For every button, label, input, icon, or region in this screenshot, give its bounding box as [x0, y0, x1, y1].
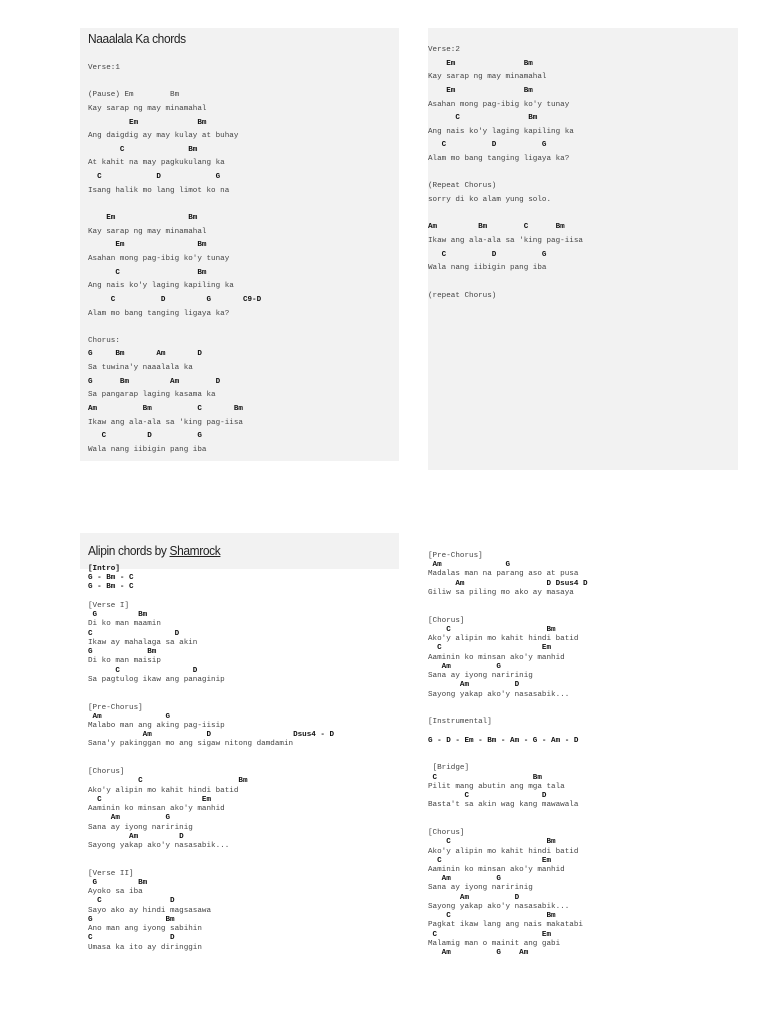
lyric-line: Ako'y alipin mo kahit hindi batid	[88, 786, 239, 795]
lyric-line: Basta't sa akin wag kang mawawala	[428, 801, 579, 810]
lyric-line	[428, 811, 588, 820]
lyric-line	[428, 598, 588, 607]
lyric-line: Aaminin ko minsan ako'y manhid	[428, 653, 565, 662]
lyric-line: [Instrumental]	[428, 718, 492, 727]
chord-line: C Em	[428, 644, 552, 653]
chord-line: Em Bm	[428, 86, 533, 95]
lyric-line: Sa pagtulog ikaw ang panaginip	[88, 675, 225, 684]
chord-line: G Bm Am D	[88, 350, 202, 359]
chord-line: C Bm	[88, 777, 248, 786]
chord-line: C D G	[428, 250, 547, 259]
chord-line: Am D	[88, 832, 184, 841]
lyric-line: (Pause) Em Bm	[88, 91, 180, 100]
lyric-line: Verse:1	[88, 64, 120, 72]
chord-line: Em Bm	[428, 59, 533, 68]
song1-left-chord-sheet	[88, 62, 261, 458]
chord-line: C D G	[428, 141, 547, 150]
lyric-line: [Verse II]	[88, 869, 134, 878]
lyric-line: Alam mo bang tanging ligaya ka?	[428, 155, 570, 164]
lyric-line	[88, 861, 334, 870]
chord-line: C Em	[428, 856, 552, 865]
lyric-line: Umasa ka ito ay diringgin	[88, 943, 202, 952]
chord-line: Em Bm	[88, 214, 198, 223]
chord-line: G Bm	[88, 878, 148, 887]
lyric-line	[428, 167, 583, 181]
lyric-line: [Chorus]	[428, 829, 465, 838]
lyric-line: Malamig man o mainit ang gabi	[428, 939, 561, 948]
lyric-line: Sayong yakap ako'y nasasabik...	[428, 690, 570, 699]
lyric-line: Wala nang iibigin pang iba	[428, 264, 547, 273]
lyric-line	[428, 276, 583, 290]
song2-right-chord-sheet	[428, 552, 588, 958]
lyric-line: Ikaw ay mahalaga sa akin	[88, 638, 198, 647]
lyric-line: Asahan mong pag-ibig ko'y tunay	[88, 254, 230, 263]
lyric-line	[428, 208, 583, 222]
chord-line: Am Bm C Bm	[88, 405, 243, 414]
lyric-line: [Pre-Chorus]	[88, 703, 143, 712]
lyric-line: Ikaw ang ala-ala sa 'king pag-iisa	[88, 418, 243, 427]
lyric-line: Ako'y alipin mo kahit hindi batid	[428, 847, 579, 856]
lyric-line: sorry di ko alam yung solo.	[428, 196, 552, 205]
chord-line: C Bm	[88, 268, 207, 277]
chord-line: Am G Am	[428, 949, 529, 958]
lyric-line: Pagkat ikaw lang ang nais makatabi	[428, 921, 583, 930]
chord-line: Em Bm	[88, 118, 207, 127]
lyric-line	[88, 198, 261, 212]
chord-line: Em Bm	[88, 241, 207, 250]
lyric-line: Kay sarap ng may minamahal	[88, 227, 207, 236]
lyric-line: Sana'y pakinggan mo ang sigaw nitong damdamin	[88, 740, 294, 749]
lyric-line	[428, 820, 588, 829]
lyric-line: [Pre-Chorus]	[428, 552, 483, 560]
chord-line: C D G C9-D	[88, 295, 262, 304]
lyric-line: Wala nang iibigin pang iba	[88, 445, 207, 454]
lyric-line: Sayo ako ay hindi magsasawa	[88, 906, 212, 915]
lyric-line	[88, 76, 261, 90]
chord-line: Am G	[428, 662, 501, 671]
chord-line: Am G	[88, 712, 171, 721]
chord-line: G - D - Em - Bm - Am - G - Am - D	[428, 736, 579, 745]
lyric-line: Ikaw ang ala-ala sa 'king pag-iisa	[428, 236, 583, 245]
chord-line: G Bm	[88, 648, 157, 657]
lyric-line: Di ko man maisip	[88, 657, 161, 666]
chord-line: C D	[88, 934, 175, 943]
chord-line: G Bm Am D	[88, 377, 221, 386]
lyric-line: Di ko man maamin	[88, 620, 161, 629]
lyric-line: Aaminin ko minsan ako'y manhid	[428, 865, 565, 874]
chord-line: Am G	[428, 875, 501, 884]
lyric-line: Sa pangarap laging kasama ka	[88, 391, 216, 400]
lyric-line: Madalas man na parang aso at pusa	[428, 570, 579, 579]
chord-line: C D	[88, 897, 175, 906]
lyric-line: Ang daigdig ay may kulay at buhay	[88, 132, 239, 141]
lyric-line: Sana ay iyong naririnig	[428, 884, 533, 893]
song2-title-prefix: Alipin chords by	[88, 543, 170, 558]
lyric-line: Kay sarap ng may minamahal	[88, 104, 207, 113]
lyric-line: Ano man ang iyong sabihin	[88, 925, 202, 934]
lyric-line: Malabo man ang aking pag-iisip	[88, 721, 225, 730]
lyric-line	[88, 685, 334, 694]
chord-line: [Intro]	[88, 565, 120, 573]
lyric-line	[428, 746, 588, 755]
chord-line: Am D	[428, 893, 520, 902]
chord-line: C Bm	[428, 773, 542, 782]
chord-line: G - Bm - C	[88, 583, 134, 592]
lyric-line: Aaminin ko minsan ako'y manhid	[88, 805, 225, 814]
lyric-line	[88, 321, 261, 335]
chord-line: C Bm	[428, 114, 538, 123]
chord-line: Am G	[428, 561, 511, 570]
chord-line: C Em	[88, 795, 212, 804]
song1-title: Naaalala Ka chords	[88, 31, 186, 46]
lyric-line: Chorus:	[88, 336, 120, 345]
chord-line: C Bm	[428, 625, 556, 634]
lyric-line	[428, 700, 588, 709]
lyric-line: Giliw sa piling mo ako ay masaya	[428, 588, 574, 597]
lyric-line: Ako'y alipin mo kahit hindi batid	[428, 635, 579, 644]
chord-line: Am D Dsus4 - D	[88, 731, 335, 740]
chord-line: C Em	[428, 930, 552, 939]
chord-line: C D G	[88, 173, 221, 182]
chord-line: G - Bm - C	[88, 574, 134, 583]
lyric-line	[88, 750, 334, 759]
lyric-line: Sayong yakap ako'y nasasabik...	[428, 902, 570, 911]
lyric-line: Verse:2	[428, 46, 460, 54]
lyric-line: Kay sarap ng may minamahal	[428, 73, 547, 82]
lyric-line: [Chorus]	[88, 768, 125, 777]
lyric-line: Sayong yakap ako'y nasasabik...	[88, 842, 230, 851]
song2-title	[88, 543, 220, 558]
chord-line: C D	[88, 629, 180, 638]
lyric-line: At kahit na may pagkukulang ka	[88, 159, 225, 168]
chord-line: Am G	[88, 814, 171, 823]
chord-line: C Bm	[88, 145, 198, 154]
lyric-line: Ang nais ko'y laging kapiling ka	[88, 282, 234, 291]
lyric-line	[428, 709, 588, 718]
chord-line: Am Bm C Bm	[428, 223, 565, 232]
chord-line: C D	[428, 792, 547, 801]
lyric-line	[428, 755, 588, 764]
song2-left-chord-sheet	[88, 565, 334, 953]
lyric-line: Sana ay iyong naririnig	[428, 672, 533, 681]
lyric-line	[88, 694, 334, 703]
lyric-line: Pilit mang abutin ang mga tala	[428, 782, 565, 791]
artist-link[interactable]: Shamrock	[169, 543, 221, 558]
song1-right-chord-sheet	[428, 44, 583, 303]
lyric-line	[88, 593, 334, 602]
chord-line: C Bm	[428, 838, 556, 847]
lyric-line: Sa tuwina'y naaalala ka	[88, 364, 193, 373]
lyric-line	[428, 727, 588, 736]
lyric-line: [Bridge]	[428, 764, 470, 773]
lyric-line	[88, 851, 334, 860]
lyric-line: Alam mo bang tanging ligaya ka?	[88, 309, 230, 318]
lyric-line: Ayoko sa iba	[88, 888, 143, 897]
chord-line: C D	[88, 666, 198, 675]
lyric-line	[88, 759, 334, 768]
chord-line: Am D	[428, 681, 520, 690]
lyric-line: (Repeat Chorus)	[428, 182, 497, 191]
chord-line: Am D Dsus4 D	[428, 579, 588, 588]
lyric-line: Ang nais ko'y laging kapiling ka	[428, 127, 574, 136]
lyric-line: [Chorus]	[428, 616, 465, 625]
chord-line: G Bm	[88, 915, 175, 924]
lyric-line: (repeat Chorus)	[428, 291, 497, 300]
chord-line: G Bm	[88, 611, 148, 620]
lyric-line: Asahan mong pag-ibig ko'y tunay	[428, 100, 570, 109]
lyric-line: [Verse I]	[88, 601, 130, 610]
chord-line: C Bm	[428, 912, 556, 921]
lyric-line	[428, 607, 588, 616]
chord-line: C D G	[88, 432, 202, 441]
lyric-line: Isang halik mo lang limot ko na	[88, 186, 230, 195]
lyric-line: Sana ay iyong naririnig	[88, 823, 193, 832]
